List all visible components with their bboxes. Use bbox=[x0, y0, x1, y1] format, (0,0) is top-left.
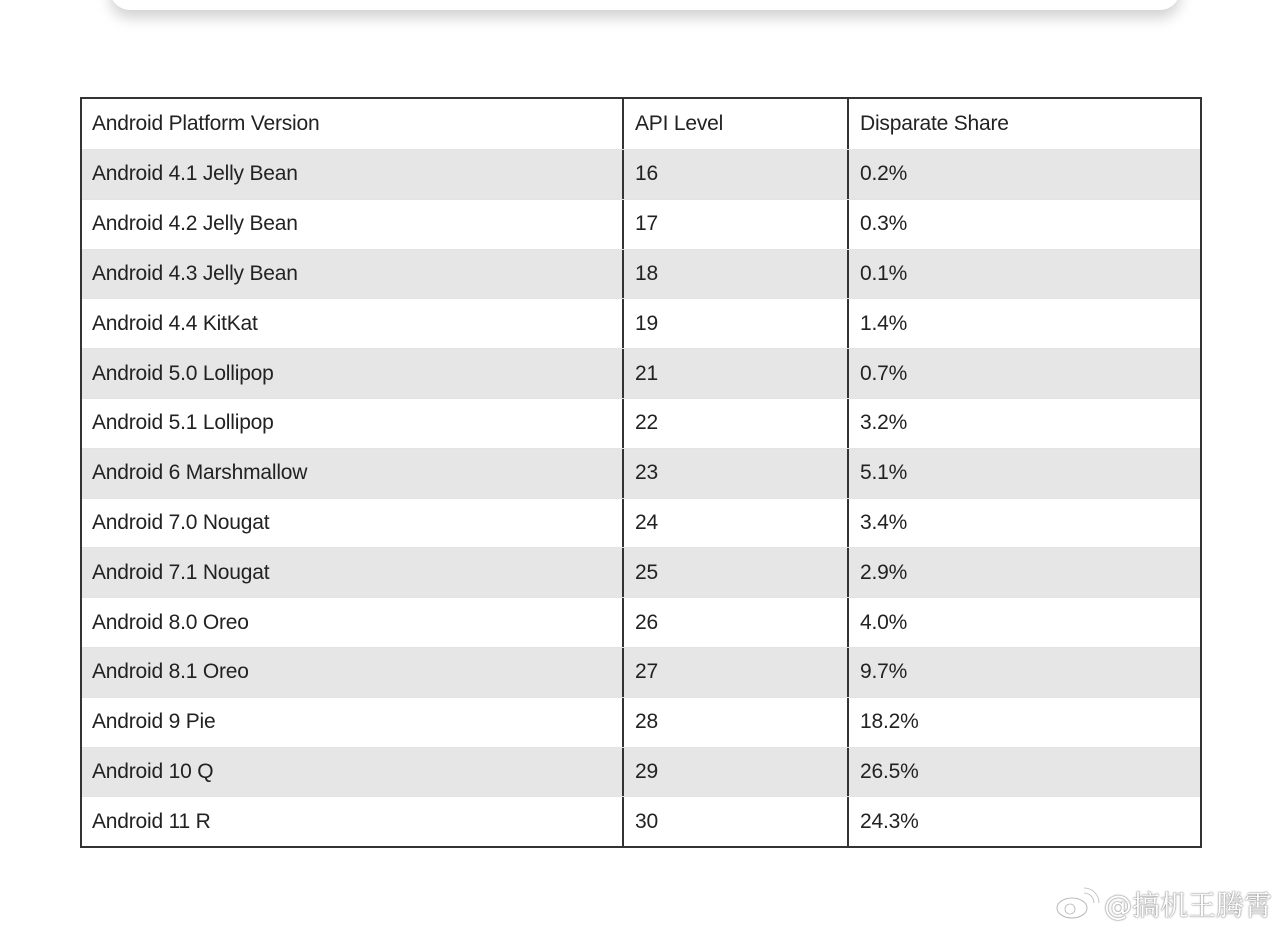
cell-api-level: 18 bbox=[624, 250, 849, 299]
cell-platform-version: Android 9 Pie bbox=[82, 698, 624, 747]
top-card-shadow bbox=[110, 0, 1180, 10]
cell-disparate-share: 0.2% bbox=[860, 162, 908, 186]
cell-platform-version: Android 11 R bbox=[82, 797, 624, 846]
cell-api-level: 16 bbox=[624, 150, 849, 199]
cell-platform-version: Android 7.1 Nougat bbox=[82, 548, 624, 597]
cell-api-level: 22 bbox=[624, 399, 849, 448]
cell-disparate-share: 3.2% bbox=[860, 411, 908, 435]
cell-platform-version: Android 4.4 KitKat bbox=[82, 299, 624, 348]
cell-disparate-share: 0.7% bbox=[860, 361, 908, 385]
table-row bbox=[82, 348, 1200, 398]
cell-api-level: 21 bbox=[624, 349, 849, 398]
cell-disparate-share: 26.5% bbox=[860, 759, 919, 783]
table-header-row bbox=[82, 99, 1200, 149]
cell-platform-version: Android 7.0 Nougat bbox=[82, 499, 624, 548]
table-row bbox=[82, 149, 1200, 199]
cell-disparate-share: 0.3% bbox=[860, 212, 908, 236]
table-row bbox=[82, 697, 1200, 747]
cell-api-level: 27 bbox=[624, 648, 849, 697]
cell-api-level: 23 bbox=[624, 449, 849, 498]
cell-api-level: 26 bbox=[624, 598, 849, 647]
cell-disparate-share: 9.7% bbox=[860, 660, 908, 684]
watermark-text: @搞机王腾霄 bbox=[1103, 889, 1272, 922]
cell-platform-version: Android 6 Marshmallow bbox=[82, 449, 624, 498]
cell-platform-version: Android 4.3 Jelly Bean bbox=[82, 250, 624, 299]
weibo-icon bbox=[1054, 887, 1100, 921]
table-row bbox=[82, 498, 1200, 548]
watermark bbox=[1054, 884, 1272, 924]
table-row bbox=[82, 199, 1200, 249]
cell-disparate-share: 24.3% bbox=[860, 809, 919, 833]
cell-disparate-share: 1.4% bbox=[860, 311, 908, 335]
table-row bbox=[82, 547, 1200, 597]
cell-api-level: 25 bbox=[624, 548, 849, 597]
cell-platform-version: Android 8.1 Oreo bbox=[82, 648, 624, 697]
header-api-level: API Level bbox=[624, 99, 849, 149]
table-row bbox=[82, 298, 1200, 348]
table-row bbox=[82, 647, 1200, 697]
cell-platform-version: Android 5.1 Lollipop bbox=[82, 399, 624, 448]
cell-platform-version: Android 8.0 Oreo bbox=[82, 598, 624, 647]
cell-api-level: 29 bbox=[624, 748, 849, 797]
header-platform-version: Android Platform Version bbox=[82, 99, 624, 149]
cell-api-level: 19 bbox=[624, 299, 849, 348]
table-row bbox=[82, 398, 1200, 448]
cell-platform-version: Android 4.1 Jelly Bean bbox=[82, 150, 624, 199]
cell-disparate-share: 5.1% bbox=[860, 461, 908, 485]
cell-api-level: 24 bbox=[624, 499, 849, 548]
table-row bbox=[82, 796, 1200, 846]
android-version-table bbox=[80, 97, 1202, 848]
cell-disparate-share: 2.9% bbox=[860, 560, 908, 584]
table-row bbox=[82, 597, 1200, 647]
header-disparate-share: Disparate Share bbox=[860, 112, 1009, 135]
cell-disparate-share: 0.1% bbox=[860, 261, 908, 285]
cell-platform-version: Android 5.0 Lollipop bbox=[82, 349, 624, 398]
cell-disparate-share: 4.0% bbox=[860, 610, 908, 634]
table-row bbox=[82, 448, 1200, 498]
cell-platform-version: Android 10 Q bbox=[82, 748, 624, 797]
cell-platform-version: Android 4.2 Jelly Bean bbox=[82, 200, 624, 249]
table-row bbox=[82, 747, 1200, 797]
cell-disparate-share: 3.4% bbox=[860, 510, 908, 534]
cell-api-level: 30 bbox=[624, 797, 849, 846]
cell-api-level: 17 bbox=[624, 200, 849, 249]
cell-api-level: 28 bbox=[624, 698, 849, 747]
cell-disparate-share: 18.2% bbox=[860, 710, 919, 734]
table-row bbox=[82, 249, 1200, 299]
